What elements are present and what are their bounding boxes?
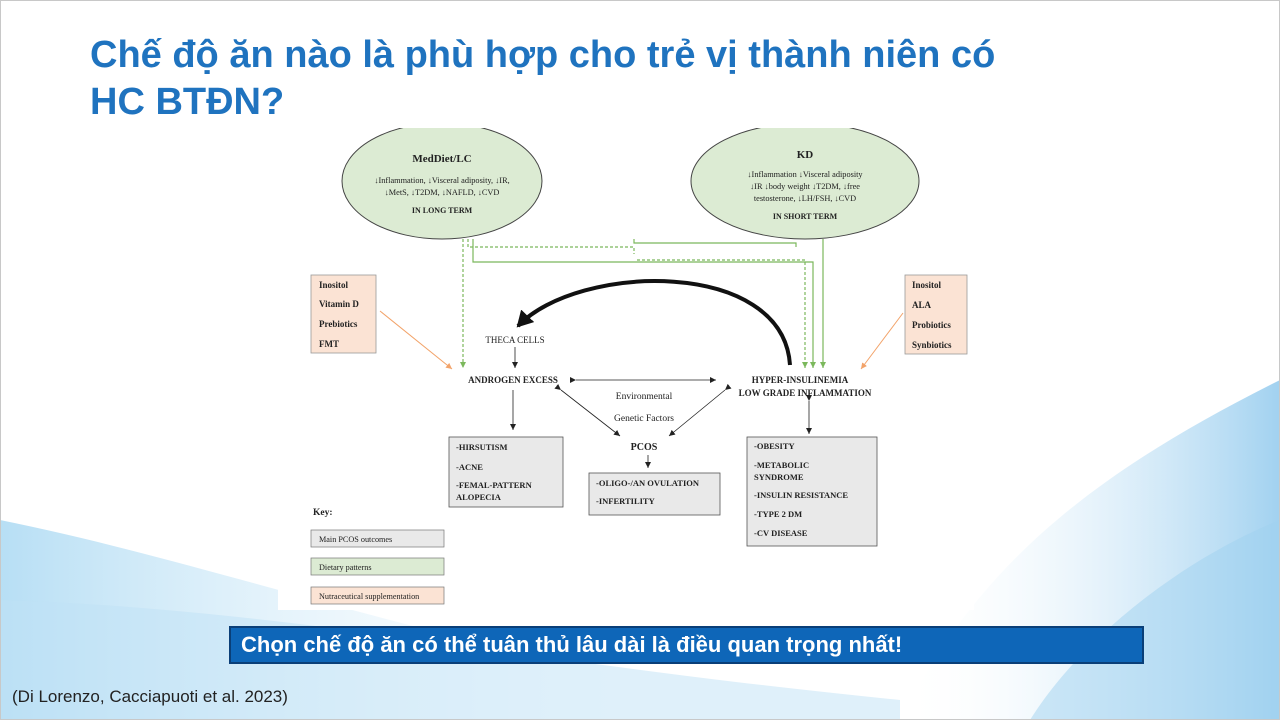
androgen-outcome-2: -ACNE	[456, 462, 483, 472]
pcos-label: PCOS	[630, 442, 658, 453]
meddiet-line-1: ↓Inflammation, ↓Visceral adiposity, ↓IR,	[374, 176, 510, 185]
metabolic-outcome-5: -TYPE 2 DM	[754, 509, 803, 519]
androgen-excess-label: ANDROGEN EXCESS	[468, 375, 558, 385]
pcos-outcome-2: -INFERTILITY	[596, 496, 655, 506]
slide-title	[90, 32, 1210, 126]
kd-line-2: ↓IR ↓body weight ↓T2DM, ↓free	[750, 182, 860, 191]
title-line-2: HC BTĐN?	[90, 81, 285, 123]
androgen-outcome-4: ALOPECIA	[456, 492, 501, 502]
left-supplement-2: Vitamin D	[319, 299, 359, 309]
right-supplement-1: Inositol	[912, 280, 942, 290]
kd-line-1: ↓Inflammation ↓Visceral adiposity	[747, 170, 863, 179]
metabolic-outcome-6: -CV DISEASE	[754, 528, 808, 538]
diet-connectors-solid	[473, 239, 823, 368]
theca-cells-label: THECA CELLS	[485, 335, 545, 345]
key-label-diet: Dietary patterns	[319, 563, 372, 572]
left-supplement-3: Prebiotics	[319, 319, 358, 329]
hyperinsulinemia-label-2: LOW GRADE INFLAMMATION	[738, 388, 872, 398]
key-title: Key:	[313, 508, 333, 518]
env-factors-label-2: Genetic Factors	[614, 414, 674, 424]
env-factors-label-1: Environmental	[615, 392, 673, 402]
metabolic-outcome-4: -INSULIN RESISTANCE	[754, 490, 849, 500]
pcos-outcome-1: -OLIGO-/AN OVULATION	[596, 478, 700, 488]
meddiet-line-2: ↓MetS, ↓T2DM, ↓NAFLD, ↓CVD	[384, 188, 500, 197]
key-label-outcomes: Main PCOS outcomes	[319, 535, 393, 544]
meddiet-title: MedDiet/LC	[412, 153, 472, 165]
right-supplement-4: Synbiotics	[912, 340, 952, 350]
hyperinsulinemia-label-1: HYPER-INSULINEMIA	[751, 375, 849, 385]
left-supplement-4: FMT	[319, 339, 339, 349]
kd-term: IN SHORT TERM	[772, 212, 838, 221]
metabolic-outcome-1: -OBESITY	[754, 441, 795, 451]
key-label-supplement: Nutraceutical supplementation	[319, 592, 420, 601]
right-supplement-3: Probiotics	[912, 320, 951, 330]
androgen-outcome-1: -HIRSUTISM	[456, 442, 508, 452]
pcos-diet-diagram	[278, 128, 974, 610]
left-supplement-1: Inositol	[319, 280, 349, 290]
key-message-callout: Chọn chế độ ăn có thể tuân thủ lâu dài là điều quan trọng nhất!	[229, 626, 1144, 664]
right-supplement-arrow	[861, 313, 903, 369]
hyper-pcos-arrow	[669, 390, 725, 436]
left-supplement-arrow	[380, 311, 452, 369]
title-line-1: Chế độ ăn nào là phù hợp cho trẻ vị thành niên có	[90, 34, 996, 76]
right-supplement-2: ALA	[912, 300, 932, 310]
meddiet-term: IN LONG TERM	[411, 206, 473, 215]
kd-title: KD	[796, 149, 814, 161]
metabolic-outcome-2: -METABOLIC	[754, 460, 810, 470]
androgen-pcos-arrow	[561, 390, 620, 436]
metabolic-outcome-3: SYNDROME	[754, 472, 804, 482]
citation: (Di Lorenzo, Cacciapuoti et al. 2023)	[12, 687, 288, 706]
androgen-outcome-3: -FEMAL-PATTERN	[456, 480, 532, 490]
kd-line-3: testosterone, ↓LH/FSH, ↓CVD	[753, 194, 857, 203]
feedback-curve-arrow	[518, 281, 790, 365]
